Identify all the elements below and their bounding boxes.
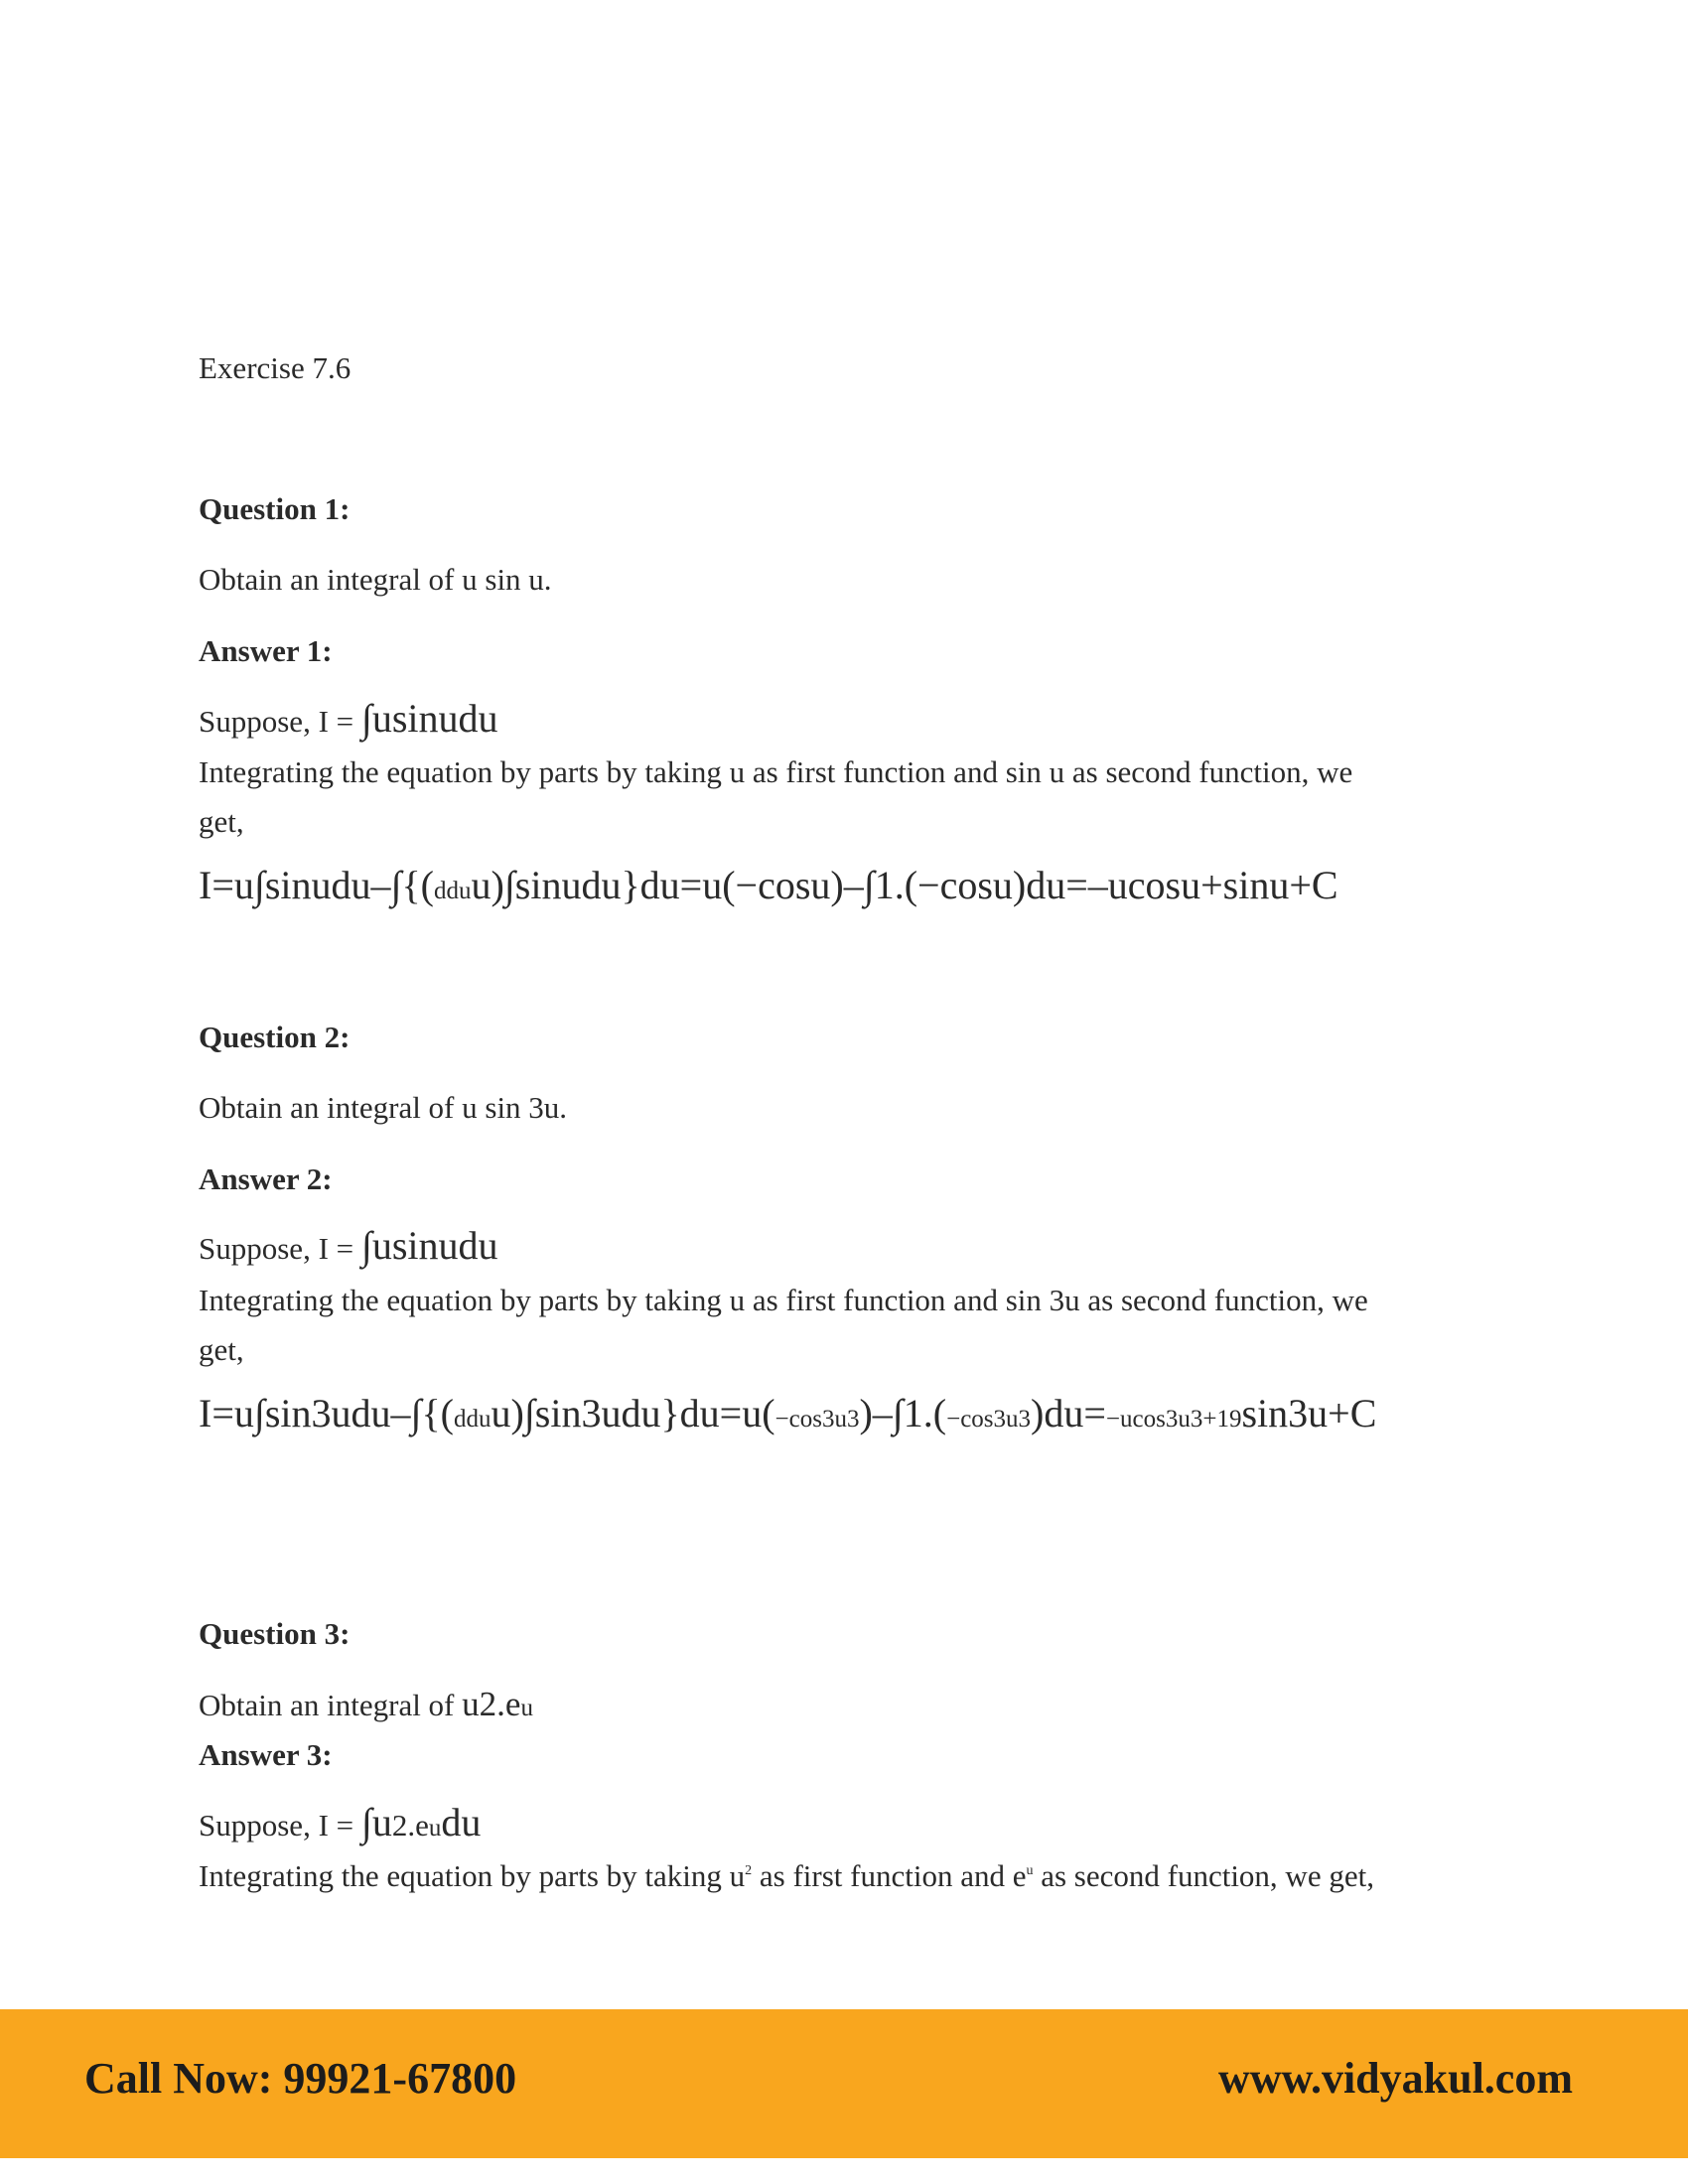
equation-part: I=u∫sin3udu–∫{( (199, 1391, 454, 1435)
suppose-expr-part: du (441, 1800, 482, 1844)
exercise-title: Exercise 7.6 (199, 350, 352, 385)
question-expr-part: u (462, 1685, 480, 1723)
answer-1-method-line-1: Integrating the equation by parts by taking u as first function and sin u as second function, we (199, 754, 1353, 789)
equation-part: 19 (1216, 1406, 1242, 1433)
answer-1-suppose (199, 695, 498, 742)
answer-3-suppose (199, 1799, 481, 1845)
equation-part: + (1202, 1406, 1217, 1433)
answer-3-heading: Answer 3: (199, 1737, 333, 1772)
answer-2-suppose (199, 1222, 498, 1269)
equation-part: )du= (1031, 1391, 1106, 1435)
answer-2-equation (199, 1390, 1376, 1436)
suppose-expr-part: 2.e (391, 1808, 429, 1843)
question-1-text: Obtain an integral of u sin u. (199, 562, 552, 597)
suppose-expr-part: ∫u (360, 1800, 392, 1844)
call-now-text[interactable]: Call Now: 99921-67800 (84, 2054, 517, 2103)
equation-part: )–∫1.( (859, 1391, 947, 1435)
answer-2-method-line-2: get, (199, 1332, 244, 1367)
question-expr-part: u (520, 1695, 533, 1721)
equation-part: I=u∫sinudu–∫{( (199, 863, 434, 907)
suppose-expression: ∫usinudu (360, 696, 498, 741)
answer-2-method-line-1: Integrating the equation by parts by taking u as first function and sin 3u as second function, we (199, 1283, 1368, 1317)
method-part: Integrating the equation by parts by taking u (199, 1858, 746, 1893)
equation-part: −cos3u3 (774, 1406, 860, 1433)
method-superscript: 2 (745, 1863, 753, 1878)
answer-1-heading: Answer 1: (199, 633, 333, 668)
equation-part: −ucos3u3 (1105, 1406, 1203, 1433)
method-part: as second function, we get, (1033, 1858, 1374, 1893)
method-superscript: u (1026, 1863, 1034, 1878)
question-prefix: Obtain an integral of (199, 1688, 463, 1722)
question-3-heading: Question 3: (199, 1616, 351, 1651)
answer-3-method-line (199, 1858, 1374, 1894)
question-3-text (199, 1685, 533, 1724)
suppose-label: Suppose, I = (199, 1231, 361, 1266)
footer-banner (0, 2009, 1688, 2158)
method-part: as first function and e (752, 1858, 1027, 1893)
answer-2-heading: Answer 2: (199, 1161, 333, 1196)
question-2-text: Obtain an integral of u sin 3u. (199, 1090, 568, 1125)
equation-part: ddu (454, 1406, 492, 1433)
equation-part: −cos3u3 (946, 1406, 1032, 1433)
question-2-heading: Question 2: (199, 1020, 351, 1054)
suppose-expr-part: u (428, 1815, 442, 1842)
suppose-label: Suppose, I = (199, 1808, 361, 1843)
question-expr-part: 2.e (479, 1685, 521, 1723)
equation-part: u)∫sin3udu}du=u( (491, 1391, 775, 1435)
equation-part: sin3u+C (1241, 1391, 1377, 1435)
answer-1-equation (199, 862, 1338, 908)
answer-1-method-line-2: get, (199, 804, 244, 839)
equation-part: ddu (434, 878, 472, 904)
equation-part: u)∫sinudu}du=u(−cosu)–∫1.(−cosu)du=–ucosu+sinu+C (471, 863, 1338, 907)
suppose-expression: ∫usinudu (360, 1223, 498, 1268)
question-1-heading: Question 1: (199, 491, 351, 526)
suppose-label: Suppose, I = (199, 704, 361, 739)
website-link[interactable]: www.vidyakul.com (1218, 2054, 1573, 2103)
